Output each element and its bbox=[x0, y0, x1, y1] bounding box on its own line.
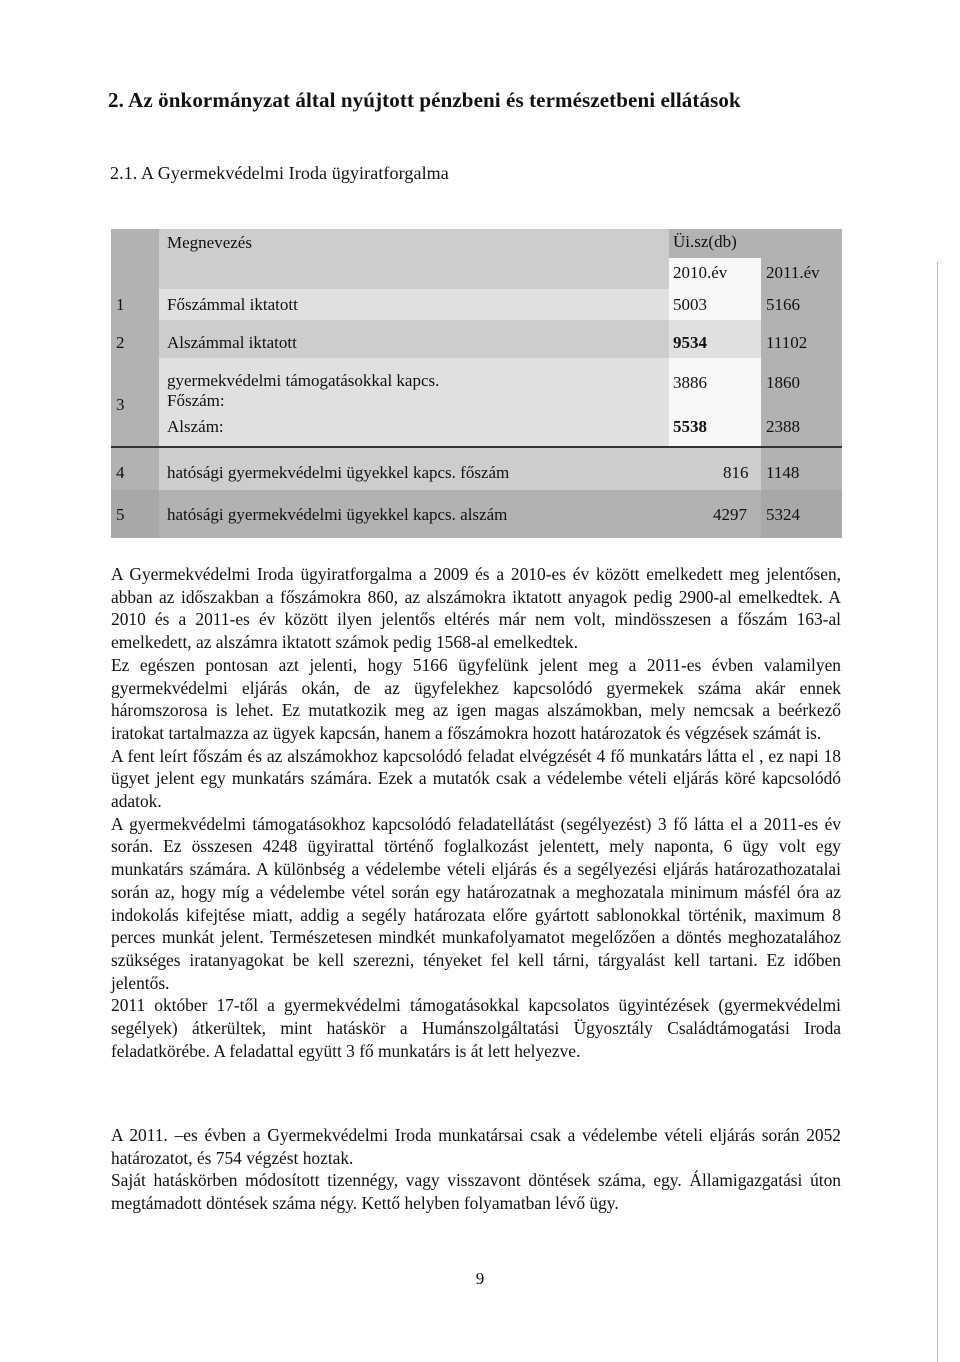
paragraph: Saját hatáskörben módosított tizennégy, vagy visszavont döntések száma, egy. Államigazgatási úton megtámadott döntések száma négy. Kettő helyben folyamatban lévő ügy. bbox=[111, 1170, 841, 1214]
row-2-name: Alszámmal iktatott bbox=[167, 333, 297, 352]
row-3-name-line2: Főszám: bbox=[167, 391, 225, 410]
paragraph: A gyermekvédelmi támogatásokhoz kapcsolódó feladatellátást (segélyezést) 3 fő látta el a 2011-es év során. Ez összesen 4248 ügyirattal történő foglalkozást jelentett, mely naponta, 6 ügy volt egy munkatárs számára. A különbség a védelembe vételi eljárás és a segélyezési eljárás határozathozatalai során az, hogy míg a védelembe vétel során egy határozatnak a meghozatala minimum másfél óra az indokolás kifejtése miatt, addig a segély határozata előre gyártott sablonokkal történik, maximum 8 perces munkát jelent. Természetesen mindkét munkafolyamatot megelőzően a döntés meghozatalához szükséges iratanyagokat be kell szerezni, tényeket fel kell tárni, tárgyalást kell tartani. Ez időben jelentős. bbox=[111, 813, 841, 993]
paragraph: A fent leírt főszám és az alszámokhoz kapcsolódó feladat elvégzését 4 fő munkatárs látta el , ez napi 18 ügyet jelent egy munkatárs számára. Ezek a mutatók csak a védelembe vételi eljárás köré kapcsolódó adatok. bbox=[111, 745, 841, 812]
row-4-name: hatósági gyermekvédelmi ügyekkel kapcs. főszám bbox=[167, 463, 510, 482]
paragraph: Ez egészen pontosan azt jelenti, hogy 5166 ügyfelünk jelent meg a 2011-es évben valamilyen gyermekvédelmi eljárás okán, de az ügyfelekhez kapcsolódó gyermekek száma akár ennek háromszorosa is lehet. Ez mutatkozik meg az igen magas alszámokban, mely nemcsak a beérkező iratokat tartalmazza az ügyek kapcsán, hanem a főszámokra hozott határozatok és végzések számát is. bbox=[111, 654, 841, 743]
paragraph: 2011 október 17-től a gyermekvédelmi támogatásokkal kapcsolatos ügyintézések (gyermekvédelmi segélyek) átkerültek, mint hatáskör a Humánszolgáltatási Ügyosztály Családtámogatási Iroda feladatkörébe. A feladattal együtt 3 fő munkatárs is át lett helyezve. bbox=[111, 995, 841, 1061]
case-volume-table bbox=[111, 229, 842, 538]
paragraph: A Gyermekvédelmi Iroda ügyiratforgalma a 2009 és a 2010-es év között emelkedett meg jelentősen, abban az időszakban a főszámokra 860, az alszámokra iktatott anyagok pedig 2900-al emelkedtek. A 2010 és a 2011-es év között ilyen jelentős eltérés már nem volt, mindösszesen a főszám 163-al emelkedett, az alszámra iktatott számok pedig 1568-al emelkedtek. bbox=[111, 564, 841, 653]
row-5-name: hatósági gyermekvédelmi ügyekkel kapcs. alszám bbox=[167, 505, 508, 524]
header-unit-label: Üi.sz(db) bbox=[673, 232, 737, 251]
header-name-label: Megnevezés bbox=[167, 233, 252, 252]
row-2-num: 2 bbox=[116, 333, 125, 352]
body-text-block-2 bbox=[111, 1124, 841, 1215]
row-1-2010: 5003 bbox=[673, 295, 707, 314]
row-1-num: 1 bbox=[116, 295, 125, 314]
row-4-2010: 816 bbox=[723, 463, 749, 482]
row-2-2011: 11102 bbox=[766, 333, 808, 352]
row-3-2010-sub: 5538 bbox=[673, 417, 707, 436]
body-text-block-1 bbox=[111, 563, 841, 1062]
row-3-2010-main: 3886 bbox=[673, 373, 707, 392]
row-5-2011: 5324 bbox=[766, 505, 800, 524]
row-4-2011: 1148 bbox=[766, 463, 800, 482]
row-3-name-line3: Alszám: bbox=[167, 417, 224, 436]
row-3-2011-sub: 2388 bbox=[766, 417, 800, 436]
row-1-2011: 5166 bbox=[766, 295, 800, 314]
row-3-name-line1: gyermekvédelmi támogatásokkal kapcs. bbox=[167, 371, 440, 390]
row-5-2010: 4297 bbox=[713, 505, 747, 524]
page-number: 9 bbox=[475, 1269, 485, 1288]
scan-edge-line bbox=[937, 262, 938, 1362]
subsection-heading: 2.1. A Gyermekvédelmi Iroda ügyiratforgalma bbox=[110, 163, 449, 183]
row-5-num: 5 bbox=[116, 505, 125, 524]
header-2011-label: 2011.év bbox=[766, 263, 820, 282]
header-2010-label: 2010.év bbox=[673, 263, 728, 282]
row-1-name: Főszámmal iktatott bbox=[167, 295, 298, 314]
row-3-num: 3 bbox=[116, 395, 125, 414]
header-num-cell bbox=[111, 229, 159, 289]
paragraph: A 2011. –es évben a Gyermekvédelmi Iroda munkatársai csak a védelembe vételi eljárás során 2052 határozatot, és 754 végzést hoztak. bbox=[111, 1125, 841, 1168]
section-heading: 2. Az önkormányzat által nyújtott pénzbeni és természetbeni ellátások bbox=[108, 88, 741, 112]
row-4-num: 4 bbox=[116, 463, 125, 482]
row-2-2010: 9534 bbox=[673, 333, 707, 352]
row-3-2011-main: 1860 bbox=[766, 373, 800, 392]
